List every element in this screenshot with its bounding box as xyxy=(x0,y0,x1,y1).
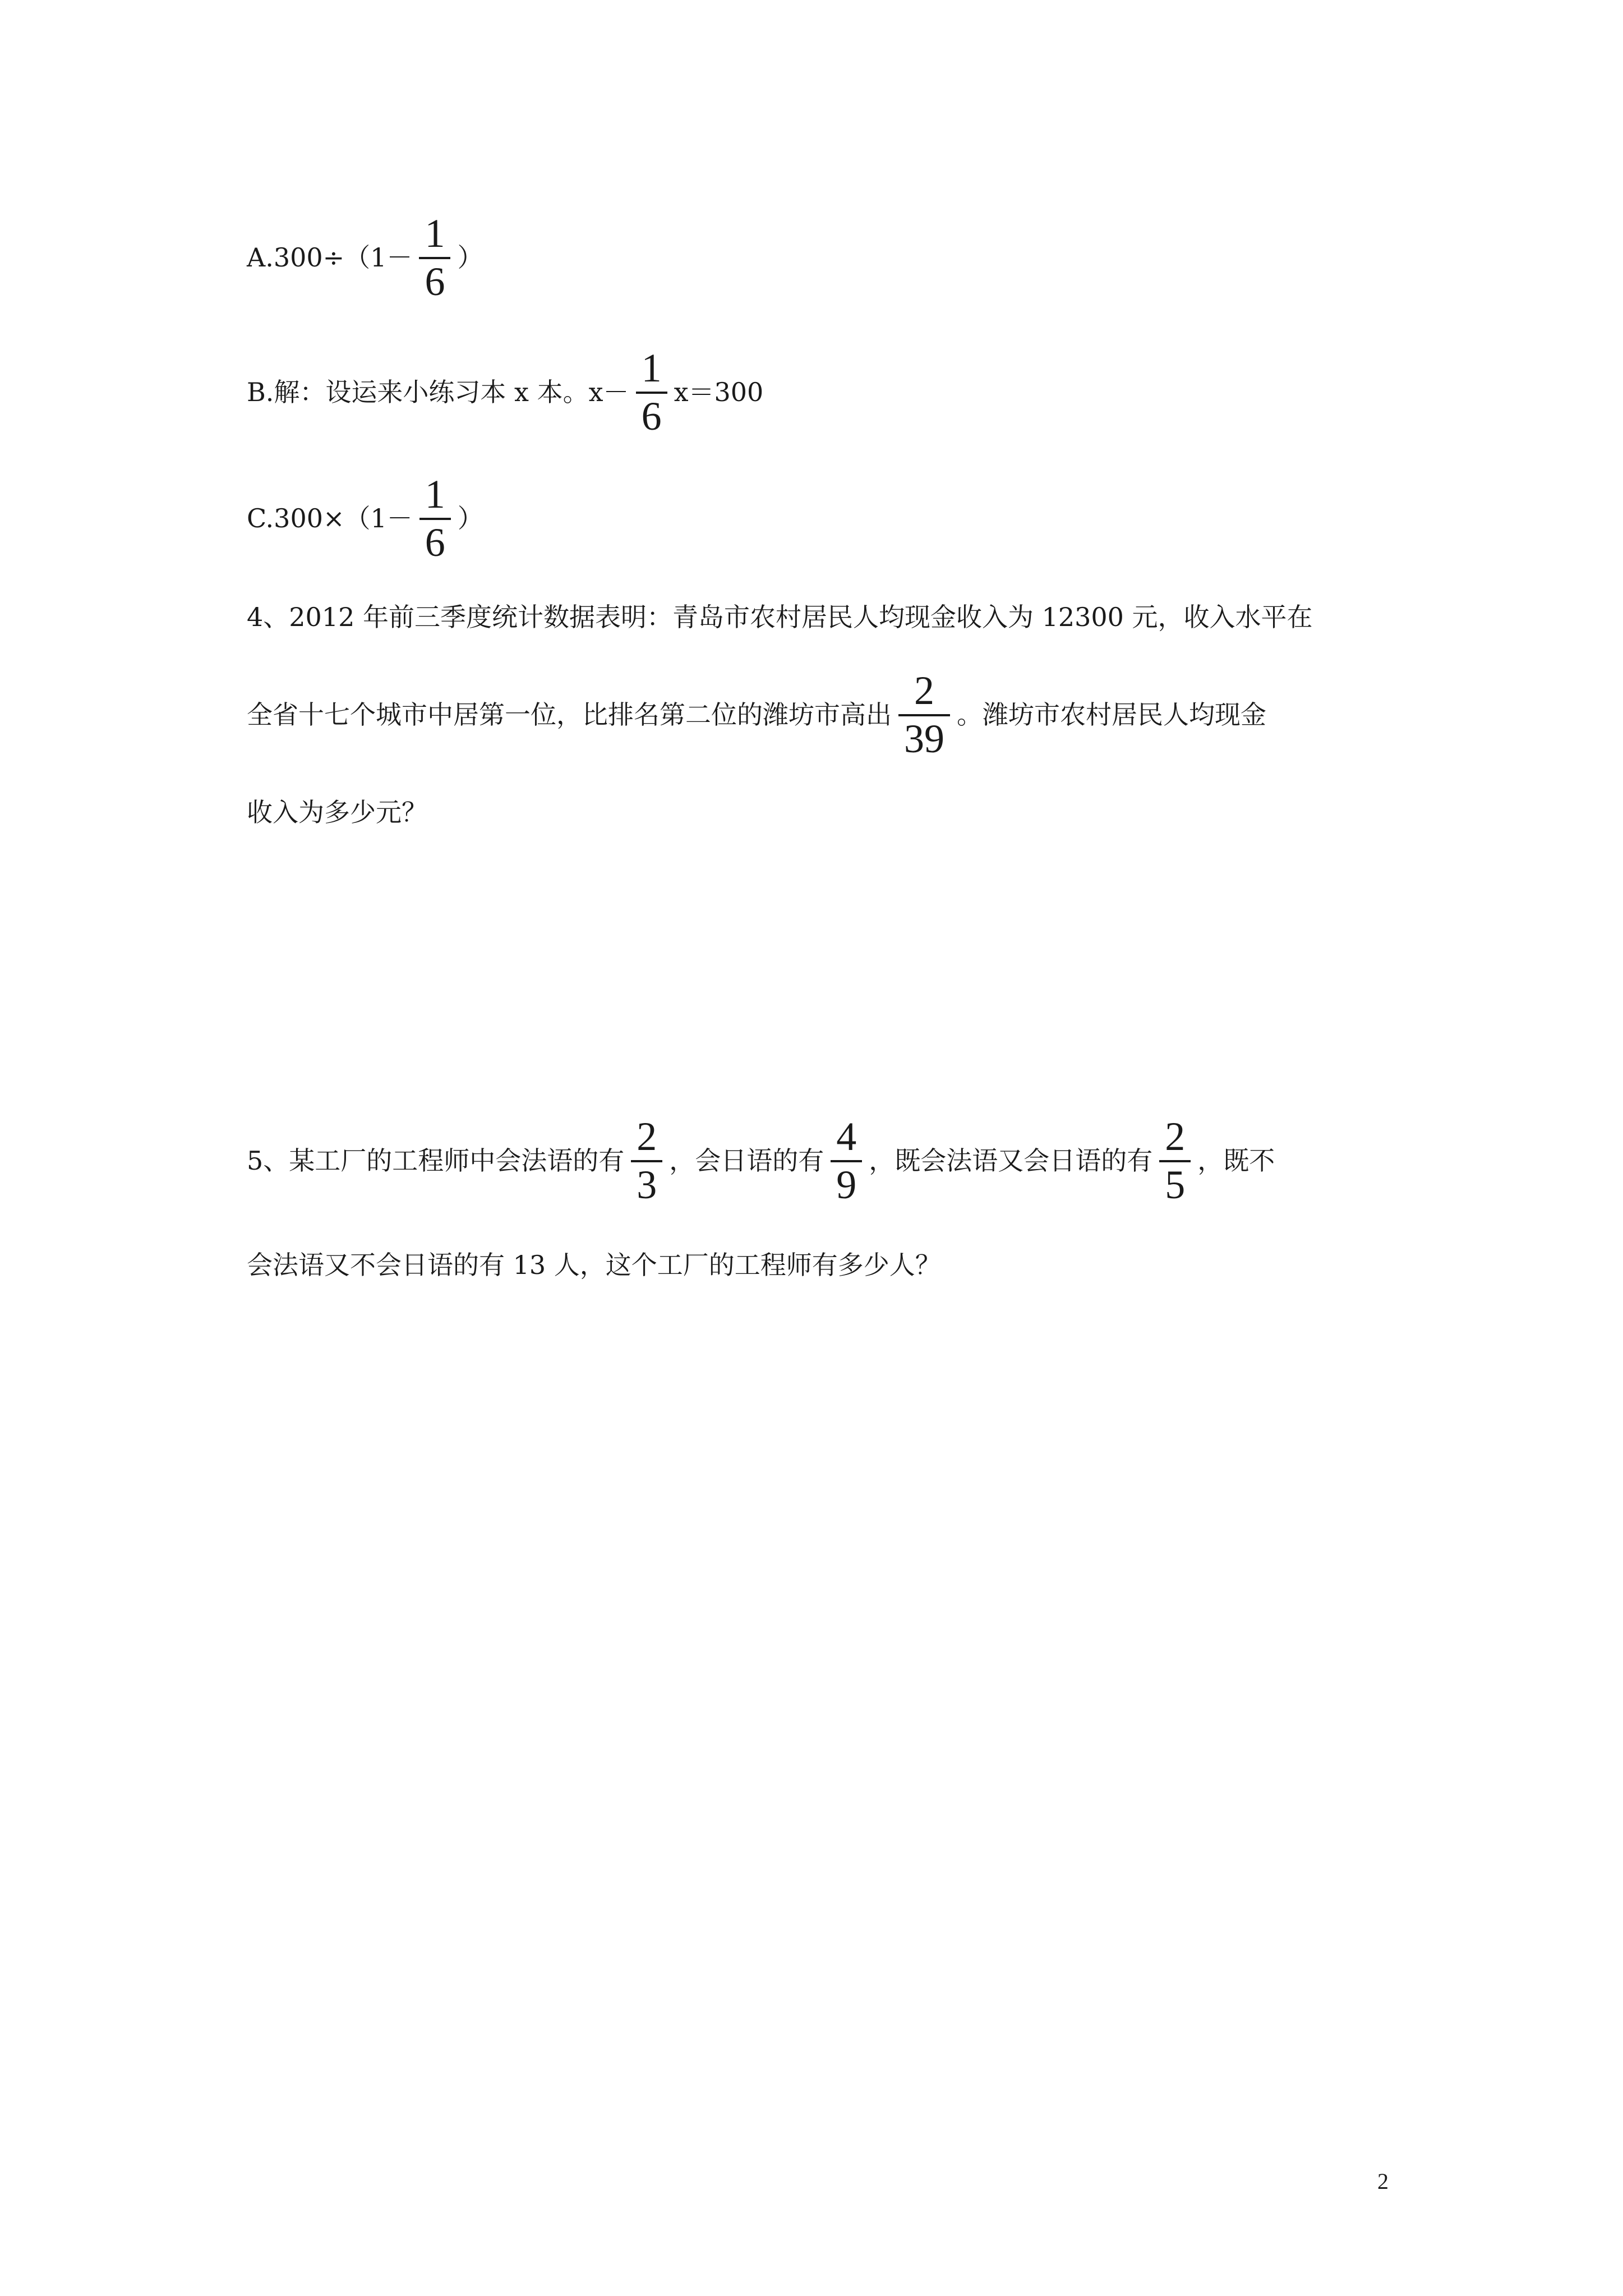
question-4-fraction xyxy=(898,670,950,759)
question-4-text-3: 收入为多少元？ xyxy=(247,797,427,827)
question-5-text-5: 会法语又不会日语的有 13 人，这个工厂的工程师有多少人？ xyxy=(247,1250,941,1280)
option-b-fraction xyxy=(636,346,667,439)
option-c-suffix: ） xyxy=(457,503,483,533)
fraction-numerator: 2 xyxy=(914,668,934,713)
question-4-line-1 xyxy=(247,600,1313,634)
fraction-denominator: 6 xyxy=(425,259,445,304)
question-4-line-2 xyxy=(247,670,1266,759)
question-4-text-2b: 。潍坊市农村居民人均现金 xyxy=(957,700,1266,730)
option-a xyxy=(247,213,483,302)
question-4-text-2a: 全省十七个城市中居第一位，比排名第二位的潍坊市高出 xyxy=(247,700,892,730)
fraction-denominator: 6 xyxy=(641,394,662,439)
question-5-text-4: ，既不 xyxy=(1197,1145,1275,1176)
option-c-prefix: C.300×（1－ xyxy=(247,503,413,533)
option-c-fraction xyxy=(419,474,451,563)
fraction-denominator: 3 xyxy=(637,1162,657,1207)
option-b-prefix: B.解：设运来小练习本 x 本。x－ xyxy=(247,377,629,407)
question-5-line-1 xyxy=(247,1116,1275,1205)
page-number: 2 xyxy=(1377,2169,1389,2194)
question-5-text-1: 5、某工厂的工程师中会法语的有 xyxy=(247,1145,625,1176)
option-a-suffix: ） xyxy=(457,242,483,273)
question-4-text-1: 4、2012 年前三季度统计数据表明：青岛市农村居民人均现金收入为 12300 元，收入水平在 xyxy=(247,602,1313,632)
fraction-denominator: 9 xyxy=(836,1162,857,1207)
fraction-numerator: 2 xyxy=(1165,1114,1186,1159)
option-c xyxy=(247,474,483,563)
question-5-text-2: ，会日语的有 xyxy=(669,1145,824,1176)
fraction-numerator: 1 xyxy=(425,472,445,517)
option-b xyxy=(247,346,764,439)
option-a-fraction xyxy=(419,213,450,302)
question-5-text-3: ，既会法语又会日语的有 xyxy=(869,1145,1153,1176)
fraction-numerator: 1 xyxy=(641,346,662,390)
fraction-denominator: 39 xyxy=(904,716,944,761)
question-5-line-2 xyxy=(247,1248,941,1282)
fraction-denominator: 6 xyxy=(425,520,445,565)
option-a-prefix: A.300÷（1－ xyxy=(247,242,413,273)
fraction-denominator: 5 xyxy=(1165,1162,1186,1207)
question-5-fraction-3 xyxy=(1159,1116,1191,1205)
fraction-numerator: 2 xyxy=(637,1114,657,1159)
question-5-fraction-1 xyxy=(631,1116,662,1205)
question-5-fraction-2 xyxy=(831,1116,862,1205)
fraction-numerator: 1 xyxy=(425,211,445,256)
fraction-numerator: 4 xyxy=(836,1114,857,1159)
option-b-suffix: x＝300 xyxy=(674,377,764,407)
question-4-line-3 xyxy=(247,795,427,829)
